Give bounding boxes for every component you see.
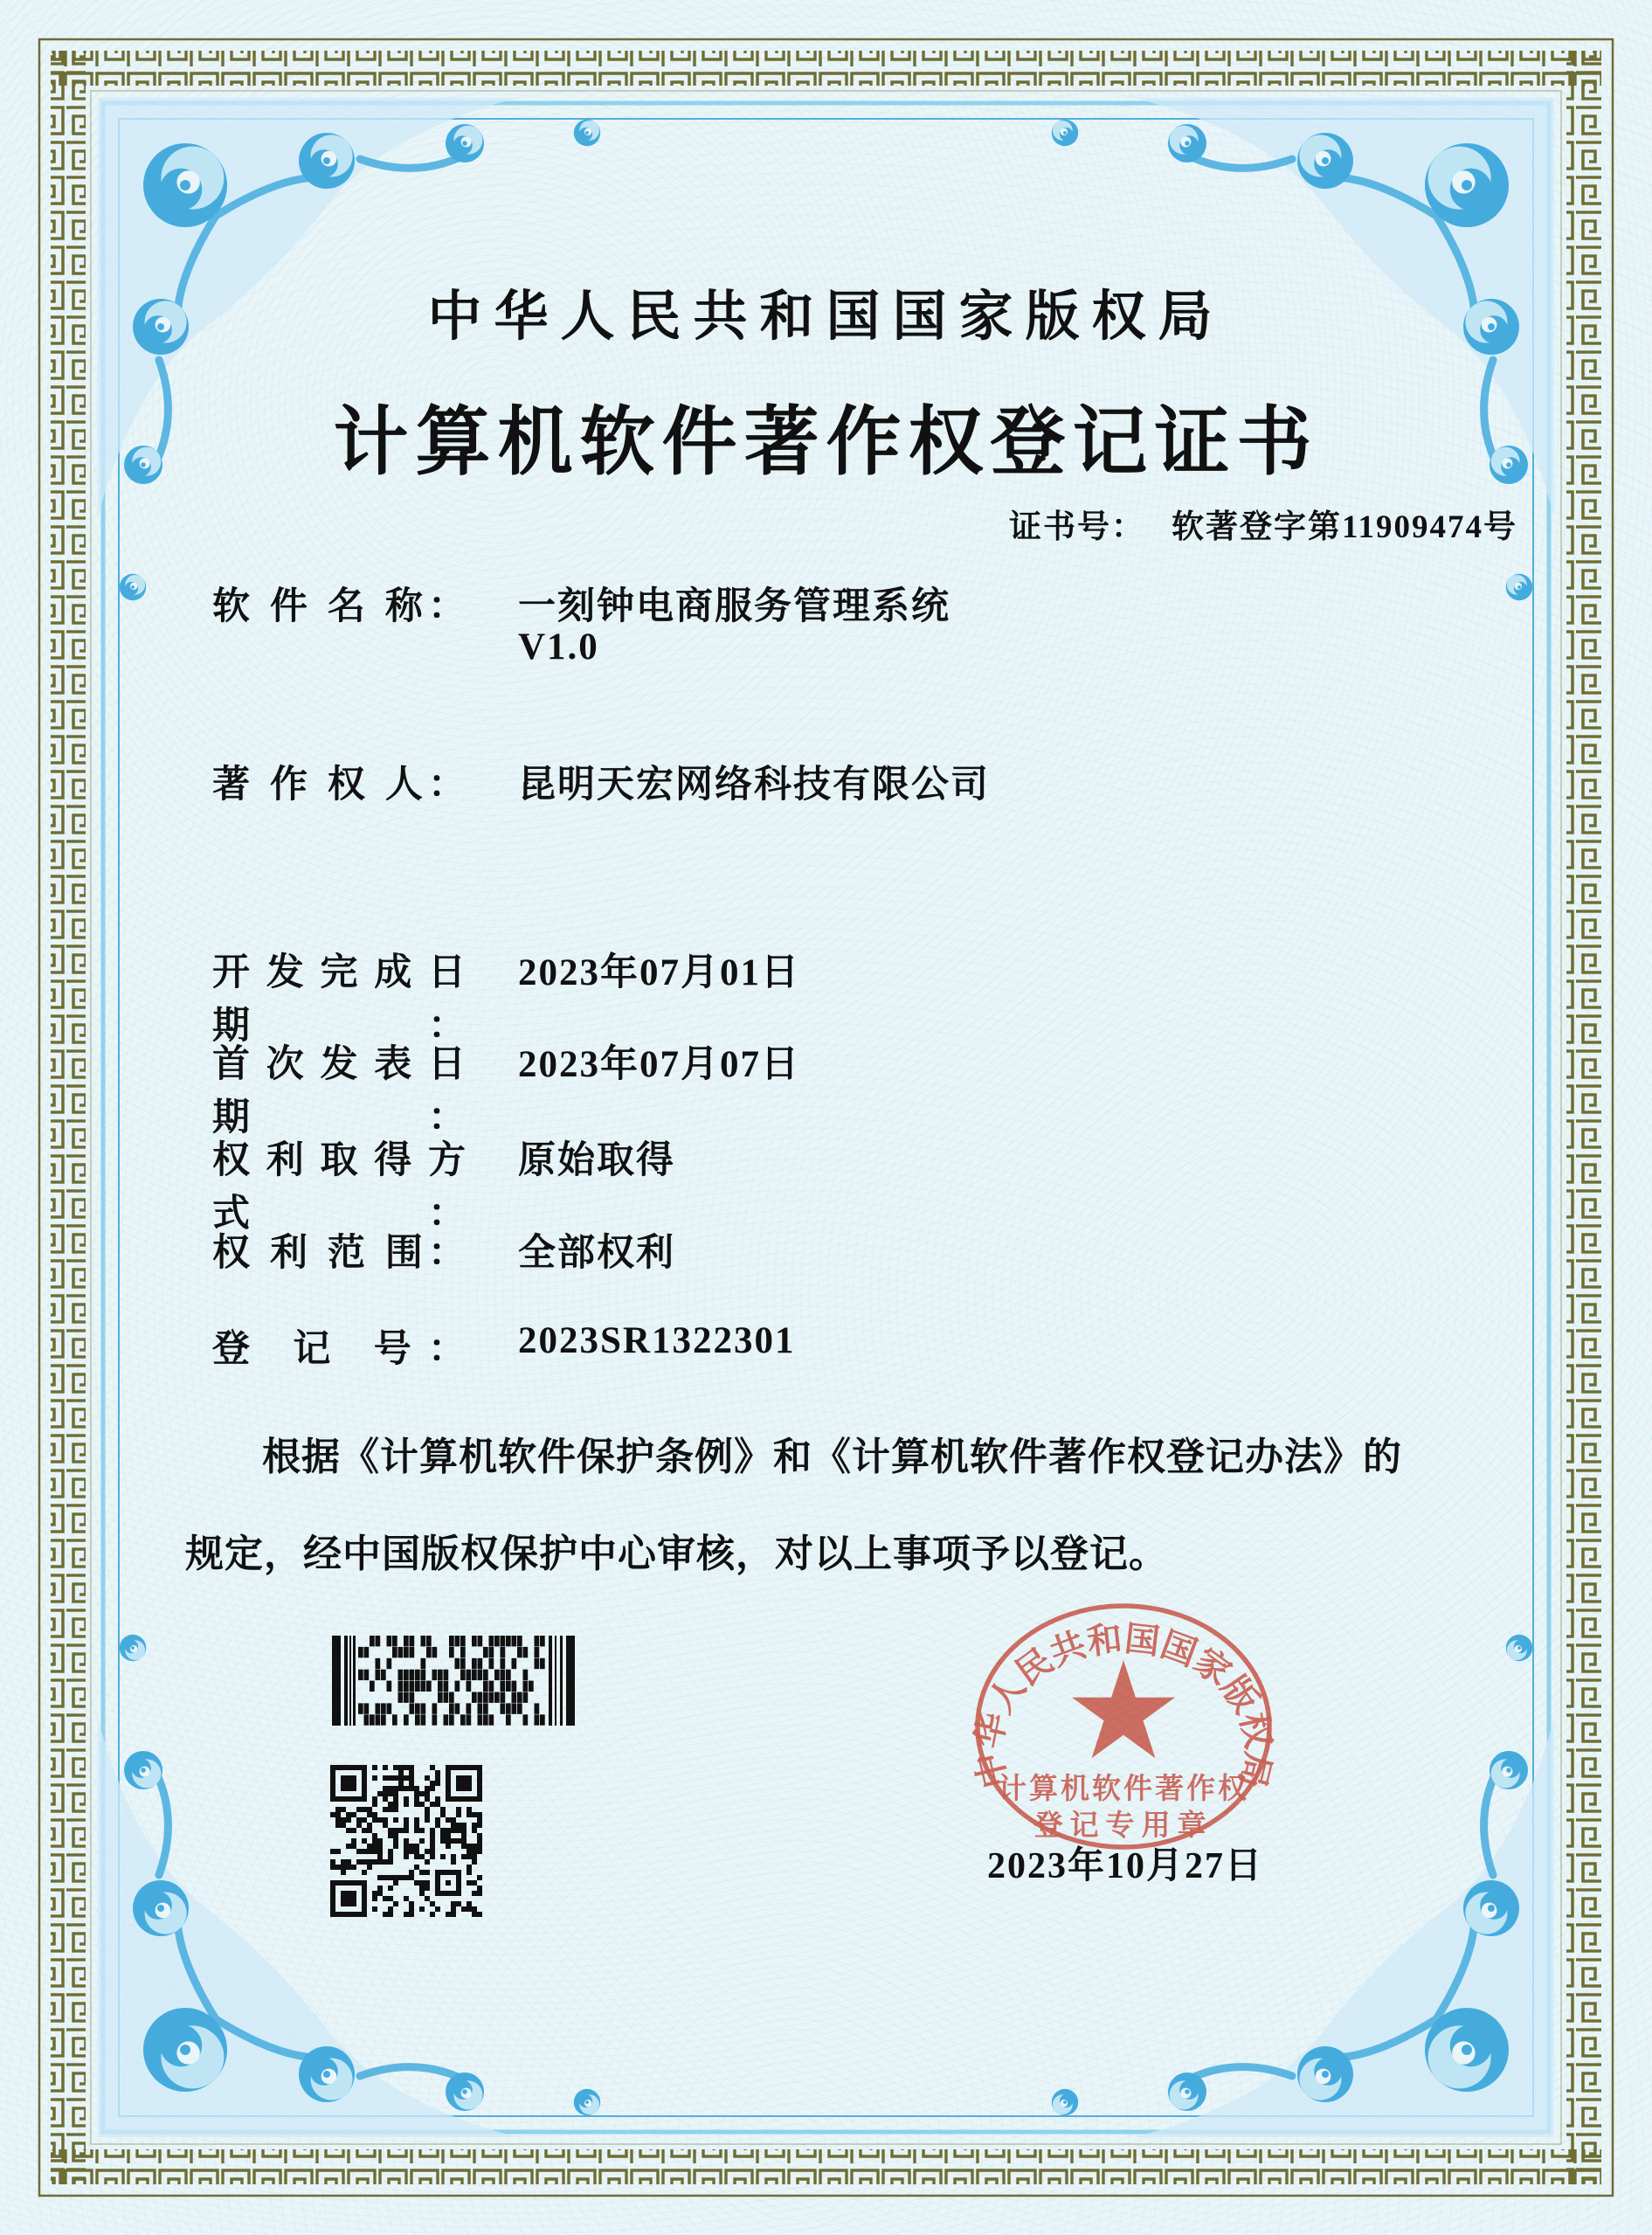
field-value-rights-scope: 全部权利 (518, 1233, 675, 1274)
field-value-copyright-owner: 昆明天宏网络科技有限公司 (518, 765, 990, 806)
certificate-number-value: 软著登字第11909474号 (1172, 509, 1517, 545)
field-value-dev-completion-date: 2023年07月01日 (518, 952, 800, 993)
field-label-copyright-owner: 著 作 权 人： (212, 765, 466, 806)
field-value-software-version: V1.0 (518, 626, 599, 668)
field-value-rights-acquisition: 原始取得 (518, 1140, 675, 1181)
field-label-rights-scope: 权 利 范 围： (212, 1233, 466, 1274)
field-value-registration-number: 2023SR1322301 (518, 1320, 796, 1361)
field-value-software-name: 一刻钟电商服务管理系统 (518, 586, 950, 627)
statement-line-2: 规定，经中国版权保护中心审核，对以上事项予以登记。 (185, 1533, 1168, 1575)
field-label-first-publication-date: 首次发表日期： (212, 1044, 466, 1138)
certificate-title: 计算机软件著作权登记证书 (333, 400, 1319, 484)
registration-statement (185, 1408, 1491, 1602)
pdf417-barcode-icon (332, 1636, 575, 1726)
meander-band-left (51, 51, 86, 2184)
authority-title: 中华人民共和国国家版权局 (427, 287, 1225, 347)
field-label-software-name: 软 件 名 称： (212, 586, 466, 627)
qr-code-icon (330, 1765, 482, 1917)
certificate-number-line (1009, 500, 1517, 547)
seal-text-line-1: 计算机软件著作权 (998, 1774, 1249, 1805)
seal-star-icon (1072, 1660, 1175, 1758)
meander-band-bottom (51, 2149, 1601, 2184)
field-value-first-publication-date: 2023年07月07日 (518, 1044, 800, 1085)
field-label-dev-completion-date: 开发完成日期： (212, 952, 466, 1047)
meander-band-right (1566, 51, 1601, 2184)
seal-arc-text: 中华人民共和国国家版权局 (968, 1618, 1279, 1792)
field-label-rights-acquisition: 权利取得方式： (212, 1140, 466, 1235)
issue-date: 2023年10月27日 (986, 1846, 1263, 1886)
statement-line-1: 根据《计算机软件保护条例》和《计算机软件著作权登记办法》的 (262, 1436, 1402, 1478)
field-label-registration-number: 登 记 号： (212, 1329, 466, 1370)
certificate-number-label: 证书号： (1009, 509, 1145, 545)
meander-band-top (51, 51, 1601, 86)
official-seal (957, 1590, 1289, 1867)
seal-text-line-2: 登记专用章 (1033, 1810, 1213, 1842)
